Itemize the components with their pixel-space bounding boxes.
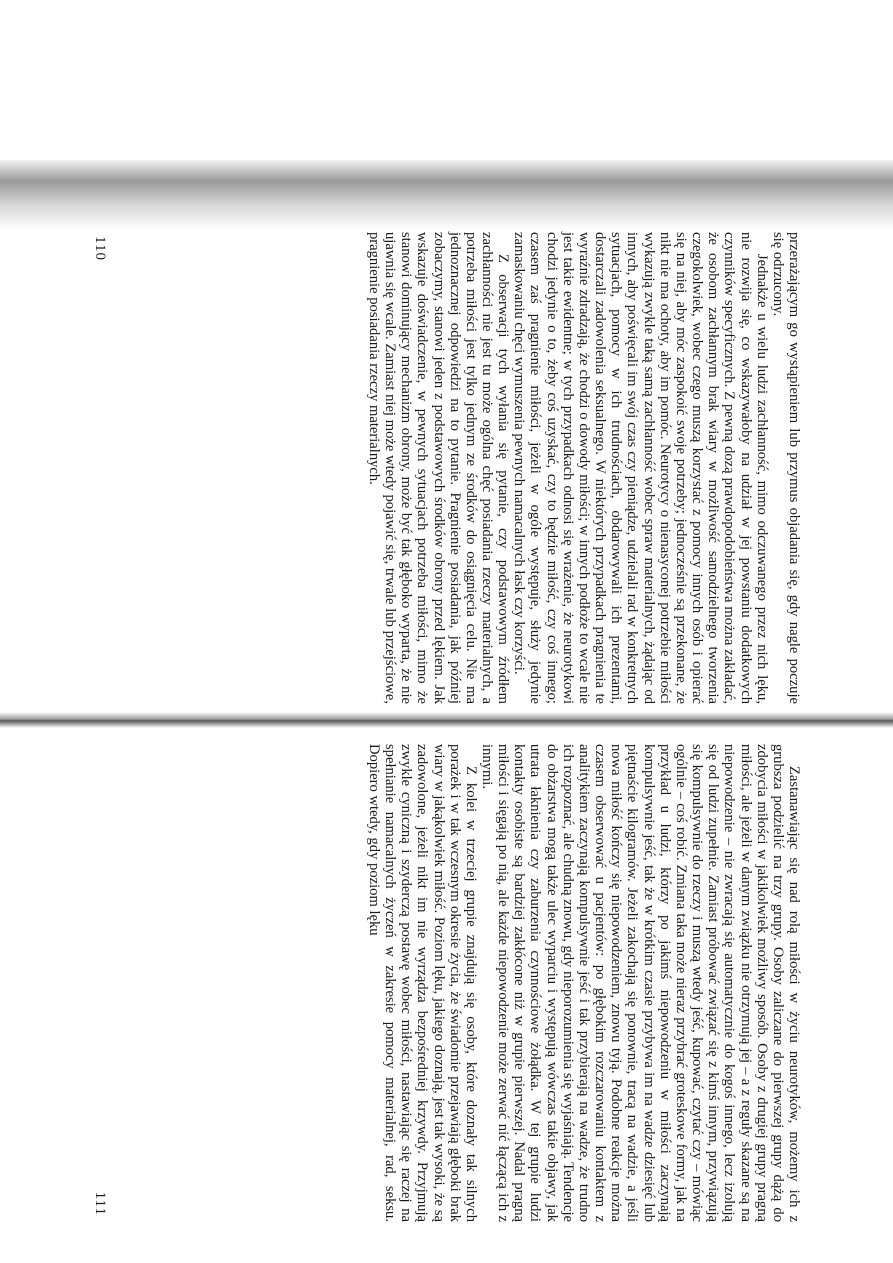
book-spine xyxy=(0,712,893,728)
paragraph: Z kolei w trzeciej grupie znajdują się osoby, które doznały tak silnych porażek i w tak wczesnym okresie życia, że świadomie przejawiają głęboki brak wiary w jakąkolwiek miłość. Poziom lęku, jakiego doznają, jest tak wysoki, że są zadowolone, jeżeli nikt im nie wyrządza bezpośredniej krzywdy. Przyjmują zwykle cyniczną i szyderczą postawę wobec miłości, nastawiając się raczej na spełnianie namacalnych życzeń w zakresie pomocy materialnej, rad, seksu. Dopiero wtedy, gdy poziom lęku xyxy=(365,744,479,1222)
left-page-body xyxy=(366,232,802,704)
right-page xyxy=(60,744,830,1222)
scan-shadow-band xyxy=(0,160,893,230)
right-page-body xyxy=(366,744,802,1222)
paragraph: przerażającym go wystąpieniem lub przymus objadania się, gdy nagle poczuje się odrzucony. xyxy=(769,232,802,704)
left-page-rotated-text xyxy=(60,232,830,704)
page-number: 111 xyxy=(92,1191,108,1216)
paragraph: Z obserwacji tych wyłania się pytanie, czy podstawowym źródłem zachłanności nie jest tu może ogólna chęć posiadania rzeczy materialnych, a potrzeba miłości jest tylko jednym ze środków do osiągnięcia celu. Nie ma jednoznacznej odpowiedzi na to pytanie. Pragnienie posiadania, jak później zobaczymy, stanowi jeden z podstawowych środków obrony przed lękiem. Jak wskazuje doświadczenie, w pewnych sytuacjach potrzeba miłości, mimo że stanowi dominujący mechanizm obrony, może być tak głęboko wyparta, że nie ujawnia się wcale. Zamiast niej może wtedy pojawić się, trwale lub przejściowe, pragnienie posiadania rzeczy materialnych. xyxy=(365,232,512,704)
page-number: 110 xyxy=(92,236,108,261)
paragraph: Jednakże u wielu ludzi zachłanność, mimo odczuwanego przez nich lęku, nie rozwija się, co wskazywałoby na udział w jej powstaniu dodatkowych czynników specyficznych. Z pewną dozą prawdopodobieństwa można zakładać, że osobom zachłannym brak wiary w możliwość samodzielnego tworzenia czegokolwiek, wobec czego muszą korzystać z pomocy innych osób i opierać się na niej, aby móc zaspokoić swoje potrzeby; jednocześnie są przekonane, że nikt nie ma ochoty, aby im pomóc. Neurotycy o nienasyconej potrzebie miłości wykazują zwykle taką samą zachłanność wobec spraw materialnych, żądając od innych, aby poświęcali im swój czas czy pieniądze, udzielali rad w konkretnych sytuacjach, pomocy w ich trudnościach, obdarowywali ich prezentami, dostarczali zadowolenia seksualnego. W niektórych przypadkach pragnienia te wyraźnie zdradzają, że chodzi o dowody miłości; w innych podłoże to wcale nie jest takie ewidentne; w tych przypadkach odnosi się wrażenie, że neurotykowi chodzi jedynie o to, żeby coś uzyskać, czy to będzie miłość, czy coś innego; czasem zaś pragnienie miłości, jeżeli w ogóle występuje, służy jedynie zamaskowaniu chęci wymuszenia pewnych namacalnych łask czy korzyści. xyxy=(511,232,770,704)
right-page-rotated-text xyxy=(60,744,830,1222)
left-page xyxy=(60,232,830,704)
paragraph: Zastanawiając się nad rolą miłości w życiu neurotyków, możemy ich z grubsza podzielić na trzy grupy. Osoby zaliczane do pierwszej grupy dążą do zdobycia miłości w jakikolwiek możliwy sposób. Osoby z drugiej grupy pragną miłości, ale jeżeli w danym związku nie otrzymują jej – a z reguły skazane są na niepowodzenie – nie zwracają się automatycznie do kogoś innego, lecz izolują się od ludzi zupełnie. Zamiast próbować związać się z kimś innym, przywiązują się kompulsywnie do rzeczy i muszą wtedy jeść, kupować, czytać czy – mówiąc ogólnie – coś robić. Zmiana taka może nieraz przybrać groteskowe formy, jak na przykład u ludzi, którzy po jakimś niepowodzeniu w miłości zaczynają kompulsywnie jeść, tak że w krótkim czasie przybywa im na wadze dziesięć lub piętnaście kilogramów. Jeżeli zakochają się ponownie, tracą na wadzie, a jeśli nowa miłość kończy się niepowodzeniem, znowu tyją. Podobne reakcje można czasem obserwować u pacjentów: po głębokim rozczarowaniu kontaktem z analitykiem zaczynają kompulsywnie jeść i tak przybierają na wadze, że trudno ich rozpoznać, ale chudną znowu, gdy nieporozumienia się wyjaśniają. Tendencje do obżarstwa mogą także ulec wyparciu i występują wówczas takie objawy, jak utrata łaknienia czy zaburzenia czynnościowe żołądka. W tej grupie ludzi kontakty osobiste są bardziej zakłócone niż w grupie pierwszej. Nadal pragną miłości i sięgają po nią, ale każde niepowodzenie może zerwać nić łączącą ich z innymi. xyxy=(479,744,802,1222)
